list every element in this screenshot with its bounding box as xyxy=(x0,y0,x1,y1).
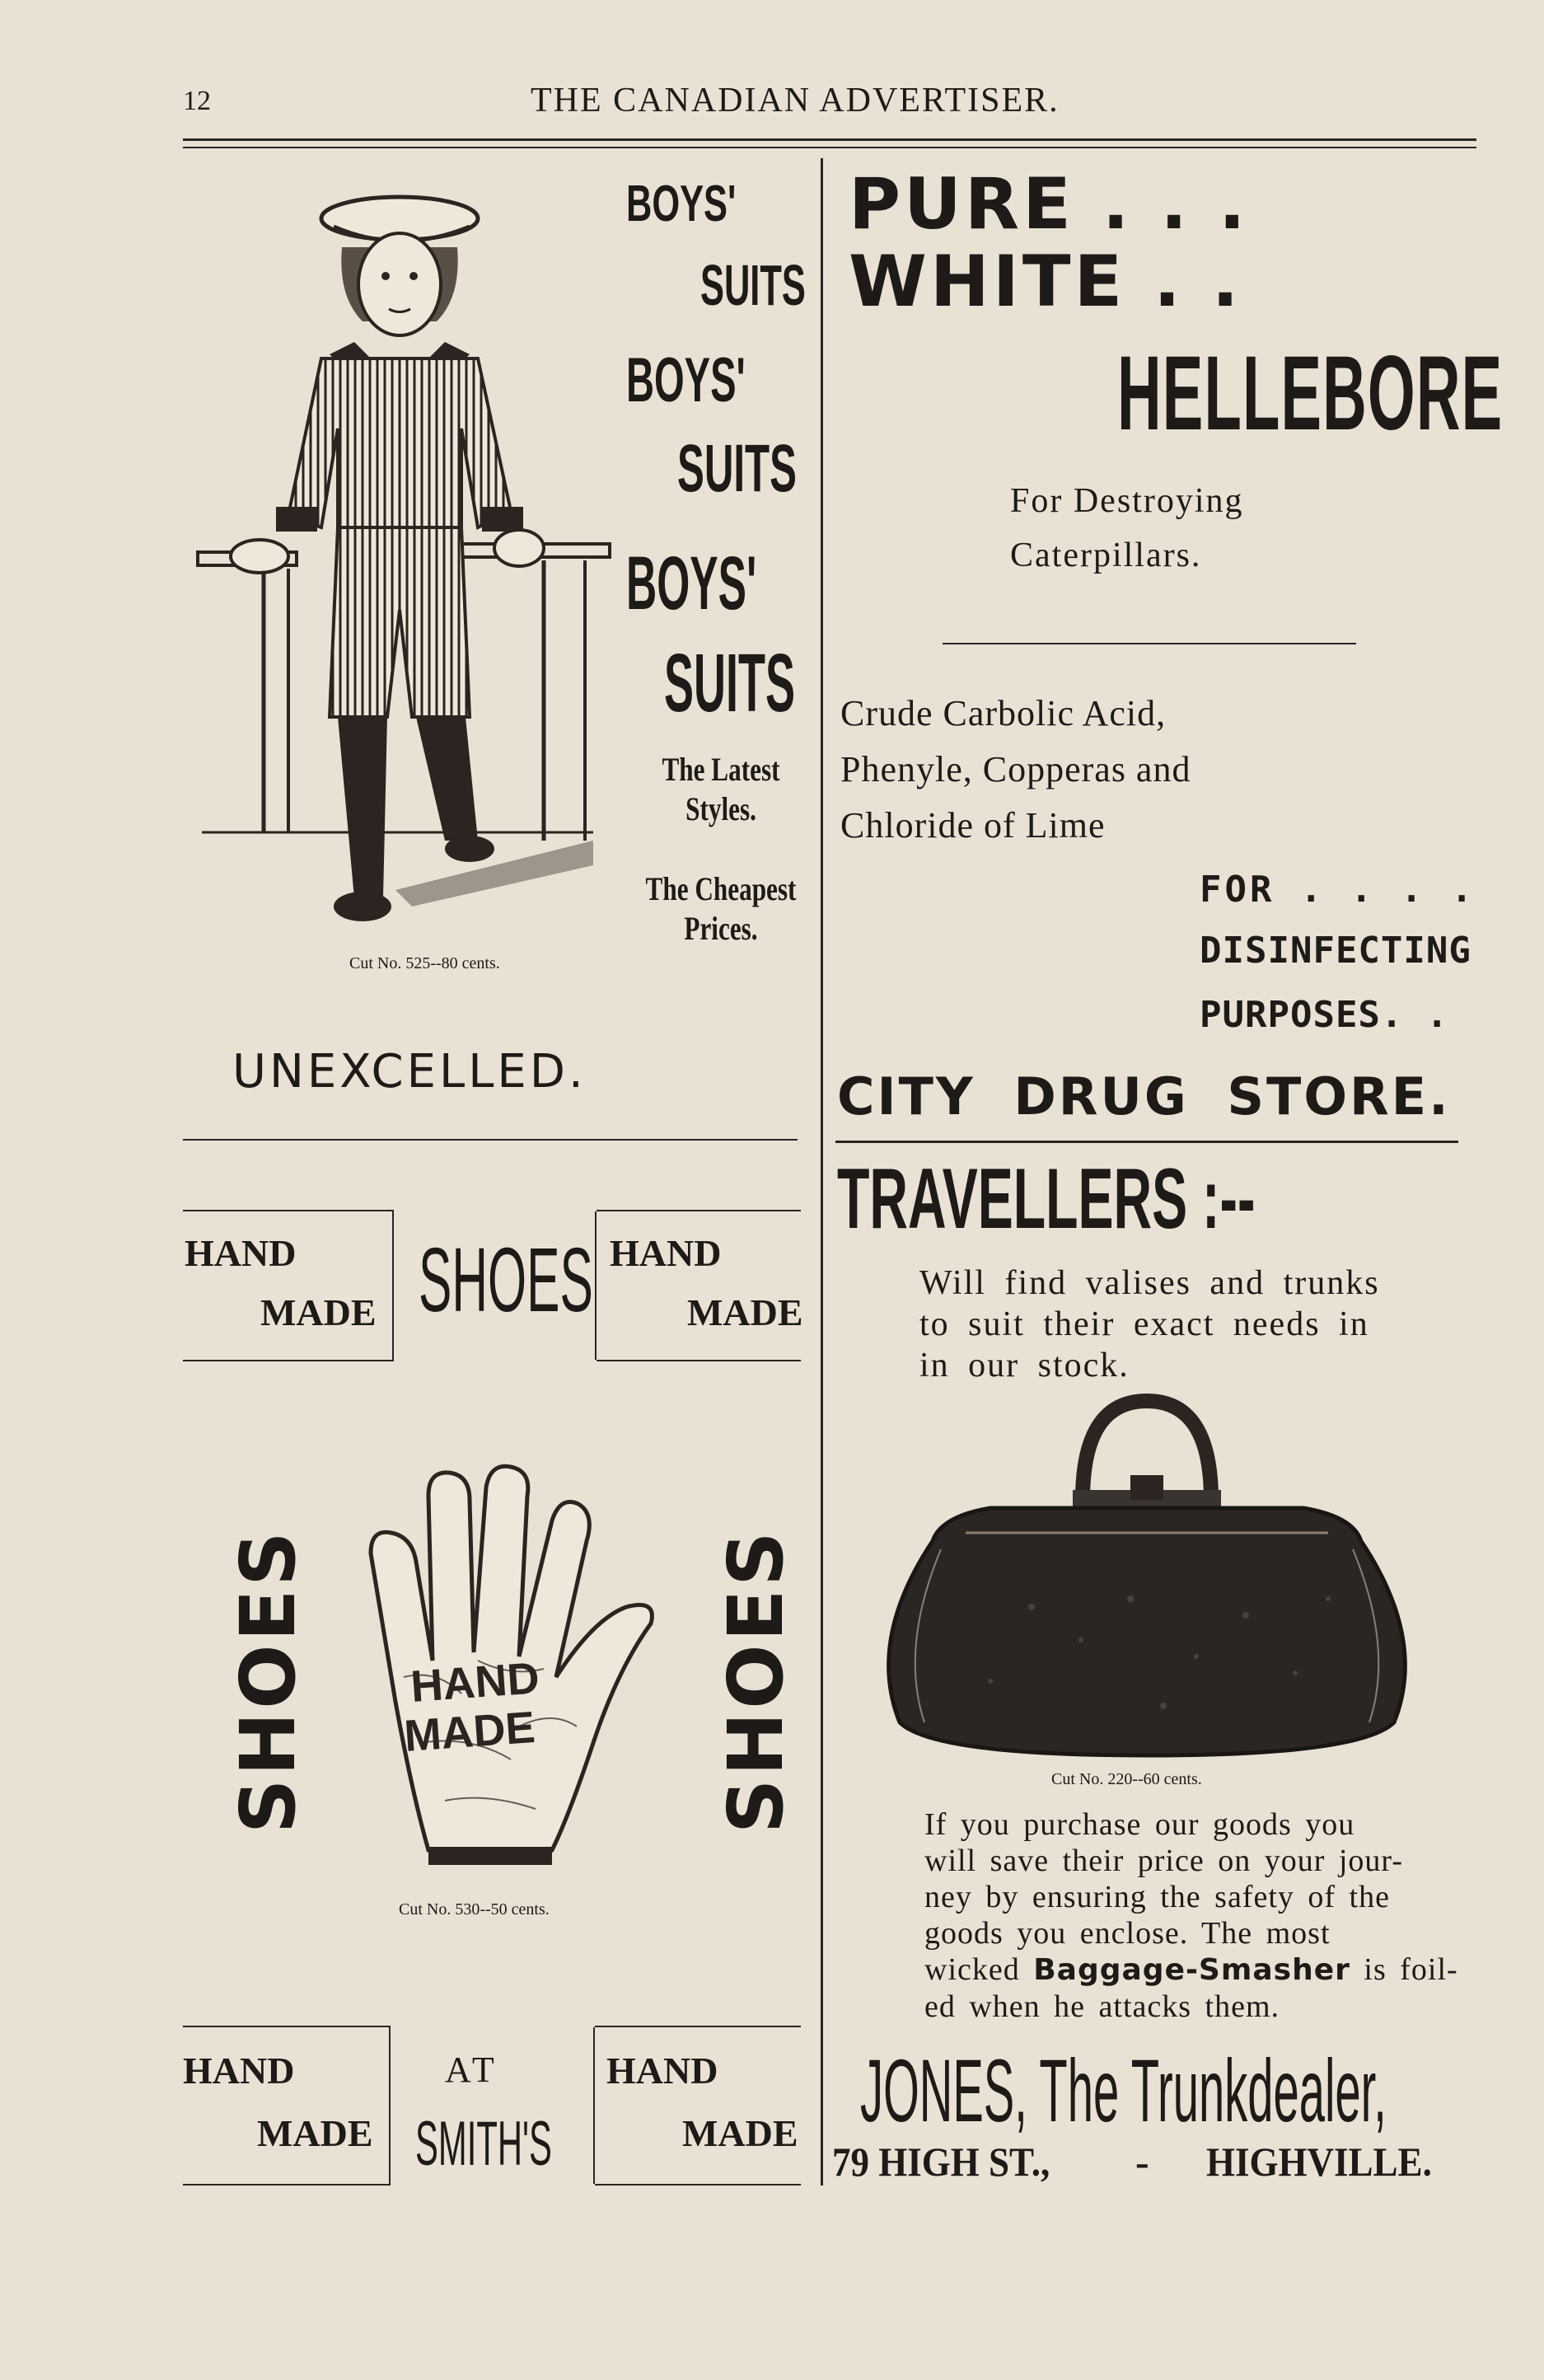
shoes-vertical-left: SHOES xyxy=(224,1528,312,1834)
disinfecting-label: DISINFECTING xyxy=(1200,930,1471,972)
hellebore-desc-2: Caterpillars. xyxy=(1010,536,1202,574)
travellers-title: TRAVELLERS :-- xyxy=(837,1151,1256,1247)
trunkdealer-name: JONES, The Trunkdealer, xyxy=(860,2040,1387,2140)
chemical-line-3: Chloride of Lime xyxy=(840,805,1106,846)
chemicals-list xyxy=(840,686,1191,854)
boy-illustration xyxy=(198,181,610,964)
shoes-bottom-rule-left xyxy=(183,1360,394,1361)
boys-suits-line-2: SUITS xyxy=(700,253,806,317)
bottom-hand-made-right-2: MADE xyxy=(682,2112,798,2154)
hand-made-right-2: MADE xyxy=(687,1291,803,1333)
address-dash: - xyxy=(1135,2139,1149,2185)
wicked-text: wicked xyxy=(924,1952,1034,1987)
header-rule-top xyxy=(183,138,1476,141)
body-line-4: goods you enclose. The most xyxy=(924,1916,1331,1951)
bottom-hand-made-left-1: HAND xyxy=(183,2050,295,2092)
white-heading: WHITE . . xyxy=(849,241,1242,323)
suits-bottom-rule xyxy=(183,1139,798,1141)
hellebore-mid-rule xyxy=(943,643,1356,644)
drug-store-bottom-rule xyxy=(835,1141,1458,1143)
glove-cut-caption: Cut No. 530--50 cents. xyxy=(399,1900,550,1919)
smiths-box-right-rule xyxy=(593,2027,595,2184)
boys-suits-line-6: SUITS xyxy=(664,637,796,729)
smiths-top-rule-left xyxy=(183,2026,391,2027)
boys-suits-line-3: BOYS' xyxy=(626,345,746,415)
shoes-bottom-rule-right xyxy=(597,1360,801,1361)
intro-line-1: Will find valises and trunks xyxy=(919,1264,1380,1302)
header-rule-bottom xyxy=(183,147,1476,148)
latest-line-1: The Latest xyxy=(662,751,780,788)
intro-line-2: to suit their exact needs in xyxy=(919,1305,1369,1343)
page-title: THE CANADIAN ADVERTISER. xyxy=(531,82,1060,119)
hand-made-right-1: HAND xyxy=(610,1232,722,1274)
shoes-vertical-right: SHOES xyxy=(712,1528,800,1834)
purposes-label: PURPOSES. . xyxy=(1200,994,1449,1036)
is-foil-text: is foil- xyxy=(1350,1952,1458,1987)
bottom-hand-made-right-1: HAND xyxy=(606,2050,718,2092)
pure-heading: PURE . . . xyxy=(849,163,1249,246)
body-line-1: If you purchase our goods you xyxy=(924,1807,1355,1842)
boys-suits-line-1: BOYS' xyxy=(626,176,737,232)
cheapest-line-1: The Cheapest xyxy=(645,870,797,907)
boys-suits-line-5: BOYS' xyxy=(626,541,757,625)
latest-styles xyxy=(647,750,794,829)
hand-made-left-2: MADE xyxy=(260,1291,377,1333)
hellebore-title: HELLEBORE xyxy=(1117,335,1504,452)
valise-cut-caption: Cut No. 220--60 cents. xyxy=(1051,1770,1202,1788)
boys-suits-line-4: SUITS xyxy=(677,431,797,506)
cheapest-line-2: Prices. xyxy=(684,910,758,947)
trunkdealer-city: HIGHVILLE. xyxy=(1206,2139,1432,2185)
smiths-top-rule-right xyxy=(595,2026,801,2027)
body-line-3: ney by ensuring the safety of the xyxy=(924,1880,1390,1914)
glove-text-hand: HAND xyxy=(409,1653,541,1712)
smiths-label: SMITH'S xyxy=(415,2109,552,2179)
smiths-box-left-rule xyxy=(389,2027,391,2184)
page-number: 12 xyxy=(183,86,211,116)
cheapest-prices xyxy=(638,869,805,949)
body-line-6: ed when he attacks them. xyxy=(924,1989,1280,2024)
hand-made-left-1: HAND xyxy=(185,1232,297,1274)
glove-text-made: MADE xyxy=(402,1703,537,1761)
glove-illustration xyxy=(346,1463,659,1891)
column-divider xyxy=(821,158,823,2186)
shoes-title: SHOES xyxy=(419,1230,593,1331)
smiths-bottom-rule-left xyxy=(183,2184,391,2186)
travellers-body xyxy=(924,1806,1458,2025)
shoes-box-left-rule xyxy=(392,1211,394,1360)
shoes-top-rule-right xyxy=(597,1210,801,1211)
travellers-intro xyxy=(919,1263,1380,1386)
city-drug-store: CITY DRUG STORE. xyxy=(837,1066,1451,1127)
smiths-bottom-rule-right xyxy=(595,2184,801,2186)
at-label: AT xyxy=(445,2050,499,2090)
unexcelled-tagline: UNEXCELLED. xyxy=(232,1045,587,1099)
chemical-line-1: Crude Carbolic Acid, xyxy=(840,693,1167,733)
baggage-smasher: Baggage-Smasher xyxy=(1033,1953,1350,1987)
chemical-line-2: Phenyle, Copperas and xyxy=(840,749,1191,789)
for-label: FOR . . . . xyxy=(1200,869,1476,911)
valise-illustration xyxy=(867,1393,1427,1764)
latest-line-2: Styles. xyxy=(685,790,756,827)
intro-line-3: in our stock. xyxy=(919,1347,1130,1384)
shoes-box-right-rule xyxy=(595,1211,597,1360)
shoes-top-rule-left xyxy=(183,1210,394,1211)
hellebore-desc-1: For Destroying xyxy=(1010,482,1244,520)
bottom-hand-made-left-2: MADE xyxy=(257,2112,373,2154)
body-line-5 xyxy=(924,1951,1458,1989)
trunkdealer-address: 79 HIGH ST., xyxy=(832,2139,1050,2185)
body-line-2: will save their price on your jour- xyxy=(924,1844,1403,1878)
boy-cut-caption: Cut No. 525--80 cents. xyxy=(349,954,500,972)
